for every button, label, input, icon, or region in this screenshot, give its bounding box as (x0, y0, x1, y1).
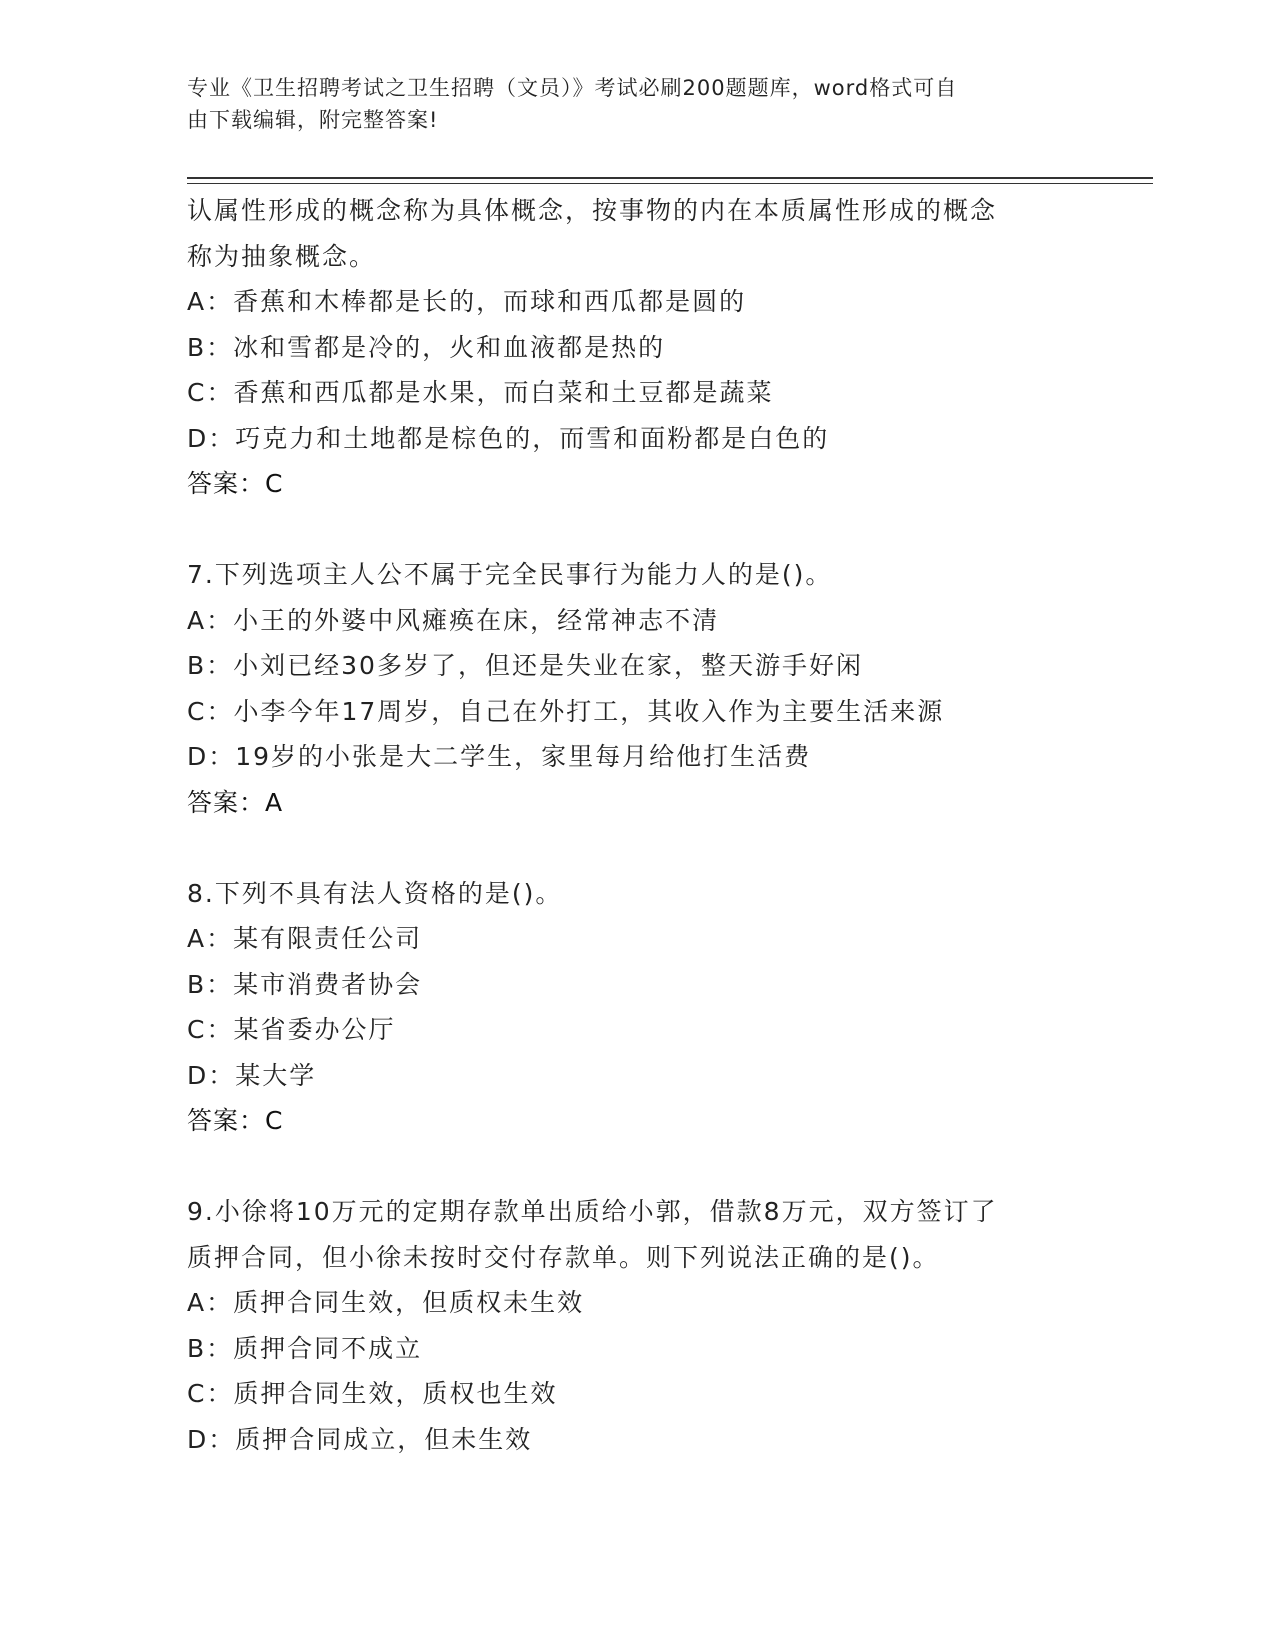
spacer (187, 507, 1107, 553)
option-b: B：质押合同不成立 (187, 1333, 423, 1363)
option-d: D：巧克力和土地都是棕色的，而雪和面粉都是白色的 (187, 423, 830, 453)
question-7 (187, 552, 1107, 825)
question-8 (187, 871, 1107, 1144)
option-a: A：小王的外婆中风瘫痪在床，经常神志不清 (187, 605, 720, 635)
option-c: C：某省委办公厅 (187, 1015, 396, 1044)
spacer (187, 1144, 1107, 1190)
question-text: 质押合同，但小徐未按时交付存款单。则下列说法正确的是()。 (187, 1242, 940, 1272)
header-divider-thin (187, 183, 1153, 184)
question-continued (187, 188, 1107, 507)
question-text: 称为抽象概念。 (187, 241, 377, 271)
question-text: 认属性形成的概念称为具体概念，按事物的内在本质属性形成的概念 (187, 196, 998, 225)
option-a: A：某有限责任公司 (187, 924, 423, 953)
option-b: B：小刘已经30多岁了，但还是失业在家，整天游手好闲 (187, 651, 863, 680)
option-d: D：某大学 (187, 1060, 317, 1090)
question-text: 7.下列选项主人公不属于完全民事行为能力人的是()。 (187, 560, 833, 589)
option-d: D：19岁的小张是大二学生，家里每月给他打生活费 (187, 742, 812, 771)
answer: 答案：C (187, 469, 284, 498)
header-divider (187, 177, 1153, 179)
option-c: C：质押合同生效，质权也生效 (187, 1379, 558, 1408)
header-line-2: 由下载编辑，附完整答案! (187, 108, 439, 132)
question-9 (187, 1189, 1107, 1462)
question-text: 8.下列不具有法人资格的是()。 (187, 878, 563, 908)
option-a: A：香蕉和木棒都是长的，而球和西瓜都是圆的 (187, 287, 747, 316)
option-b: B：某市消费者协会 (187, 969, 423, 999)
option-b: B：冰和雪都是冷的，火和血液都是热的 (187, 332, 666, 362)
spacer (187, 825, 1107, 871)
question-list (187, 188, 1107, 1462)
answer: 答案：A (187, 787, 284, 817)
option-a: A：质押合同生效，但质权未生效 (187, 1288, 585, 1317)
option-c: C：小李今年17周岁，自己在外打工，其收入作为主要生活来源 (187, 696, 945, 726)
document-header (187, 72, 1087, 136)
answer: 答案：C (187, 1106, 284, 1135)
option-c: C：香蕉和西瓜都是水果，而白菜和土豆都是蔬菜 (187, 378, 774, 407)
question-text: 9.小徐将10万元的定期存款单出质给小郭，借款8万元，双方签订了 (187, 1197, 998, 1226)
option-d: D：质押合同成立，但未生效 (187, 1424, 533, 1454)
header-line-1: 专业《卫生招聘考试之卫生招聘（文员）》考试必刷200题题库，word格式可自 (187, 76, 958, 100)
